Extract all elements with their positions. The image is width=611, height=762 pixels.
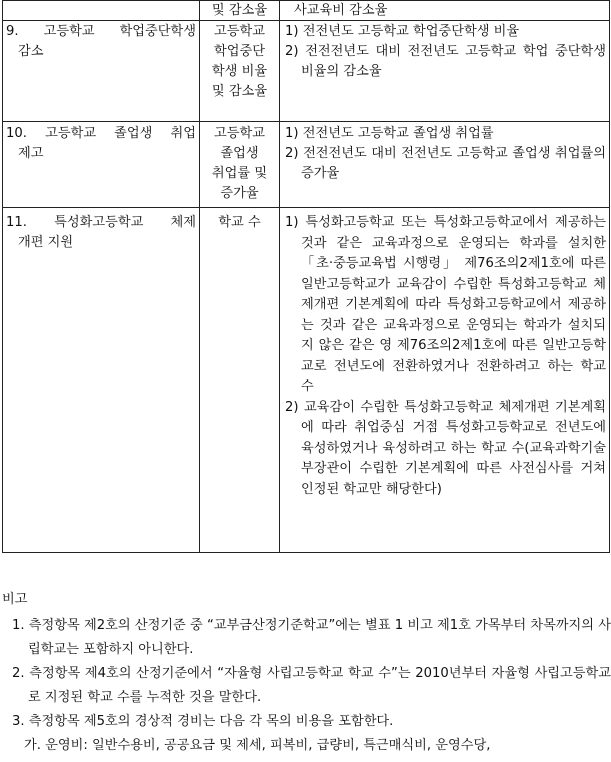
table-header-row <box>3 1 610 21</box>
measure-line: 학교 수 <box>218 215 261 230</box>
desc-item: 1) 전전년도 고등학교 학업중단학생 비율 <box>285 24 520 39</box>
row-desc-cell <box>280 21 610 122</box>
header-cell-empty <box>3 1 200 21</box>
header-cell-measure: 및 감소율 <box>200 1 280 21</box>
row-desc-cell <box>280 208 610 553</box>
row-name-line: 11. 특성화고등학교 체제 <box>6 215 196 230</box>
measure-table <box>2 0 610 553</box>
row-name-line: 제고 <box>18 146 44 161</box>
measure-line: 고등학교 <box>214 24 265 39</box>
notes-section <box>0 588 611 758</box>
row-measure-cell <box>200 122 280 208</box>
row-desc-cell <box>280 122 610 208</box>
header-desc-text: 사교육비 감소율 <box>294 3 388 18</box>
desc-item: 2) 전전전년도 대비 전전년도 고등학교 학업 중단학생 비율의 감소율 <box>285 44 606 79</box>
row-name-cell <box>3 122 200 208</box>
measure-line: 학생 비율 <box>211 64 268 79</box>
desc-item: 2) 교육감이 수립한 특성화고등학교 체제개편 기본계획에 따라 취업중심 거점 특성화고등학교로 전년도에 육성하였거나 육성하려고 하는 학교 수(교육과학기술부장관이 수립한 기본계획에 따른 사전심사를 거쳐 인정된 학교만 해당한다) <box>285 399 606 497</box>
row-measure-cell <box>200 208 280 553</box>
table-row <box>3 122 610 208</box>
note-item: 1. 측정항목 제2호의 산정기준 중 “교부금산정기준학교”에는 별표 1 비고 제1호 가목부터 차목까지의 사립학교는 포함하지 아니한다. <box>12 618 611 657</box>
row-measure-cell <box>200 21 280 122</box>
measure-line: 취업률 및 <box>211 166 268 181</box>
row-name-line: 9. 고등학교 학업중단학생 <box>6 24 196 39</box>
measure-line: 및 감소율 <box>211 84 268 99</box>
notes-heading: 비고 <box>2 592 28 607</box>
row-name-line: 감소 <box>18 44 44 59</box>
desc-item: 1) 전전년도 고등학교 졸업생 취업률 <box>285 126 494 141</box>
measure-line: 학업중단 <box>214 44 265 59</box>
measure-line: 증가율 <box>220 186 259 201</box>
note-subitem: 가. 운영비: 일반수용비, 공공요금 및 제세, 피복비, 급량비, 특근매식비, 운영수당, <box>24 738 491 753</box>
measure-line: 고등학교 <box>214 126 265 141</box>
table-row <box>3 208 610 553</box>
note-item: 2. 측정항목 제4호의 산정기준에서 “자율형 사립고등학교 학교 수”는 2010년부터 자율형 사립고등학교로 지정된 학교 수를 누적한 것을 말한다. <box>12 666 611 705</box>
measure-line: 졸업생 <box>220 146 259 161</box>
note-item: 3. 측정항목 제5호의 경상적 경비는 다음 각 목의 비용을 포함한다. <box>12 714 394 729</box>
header-cell-desc <box>280 1 610 21</box>
row-name-line: 개편 지원 <box>18 235 74 250</box>
desc-item: 1) 특성화고등학교 또는 특성화고등학교에서 제공하는 것과 같은 교육과정으로 운영되는 학과를 설치한 「초·중등교육법 시행령」 제76조의2제1호에 따른 일반고등학교가 교육감이 수립한 특성화고등학교 체제개편 기본계획에 따라 특성화고등학교에서 제공하는 것과 같은 교육과정으로 운영되는 학과가 설치되지 않은 같은 영 제76조의2제1호에 따른 일반고등학교로 전년도에 전환하였거나 전환하려고 하는 학교 수 <box>285 215 606 394</box>
row-name-cell <box>3 208 200 553</box>
desc-item: 2) 전전전년도 대비 전전년도 고등학교 졸업생 취업률의 증가율 <box>285 146 606 181</box>
row-name-line: 10. 고등학교 졸업생 취업 <box>6 126 196 141</box>
table-row <box>3 21 610 122</box>
row-name-cell <box>3 21 200 122</box>
